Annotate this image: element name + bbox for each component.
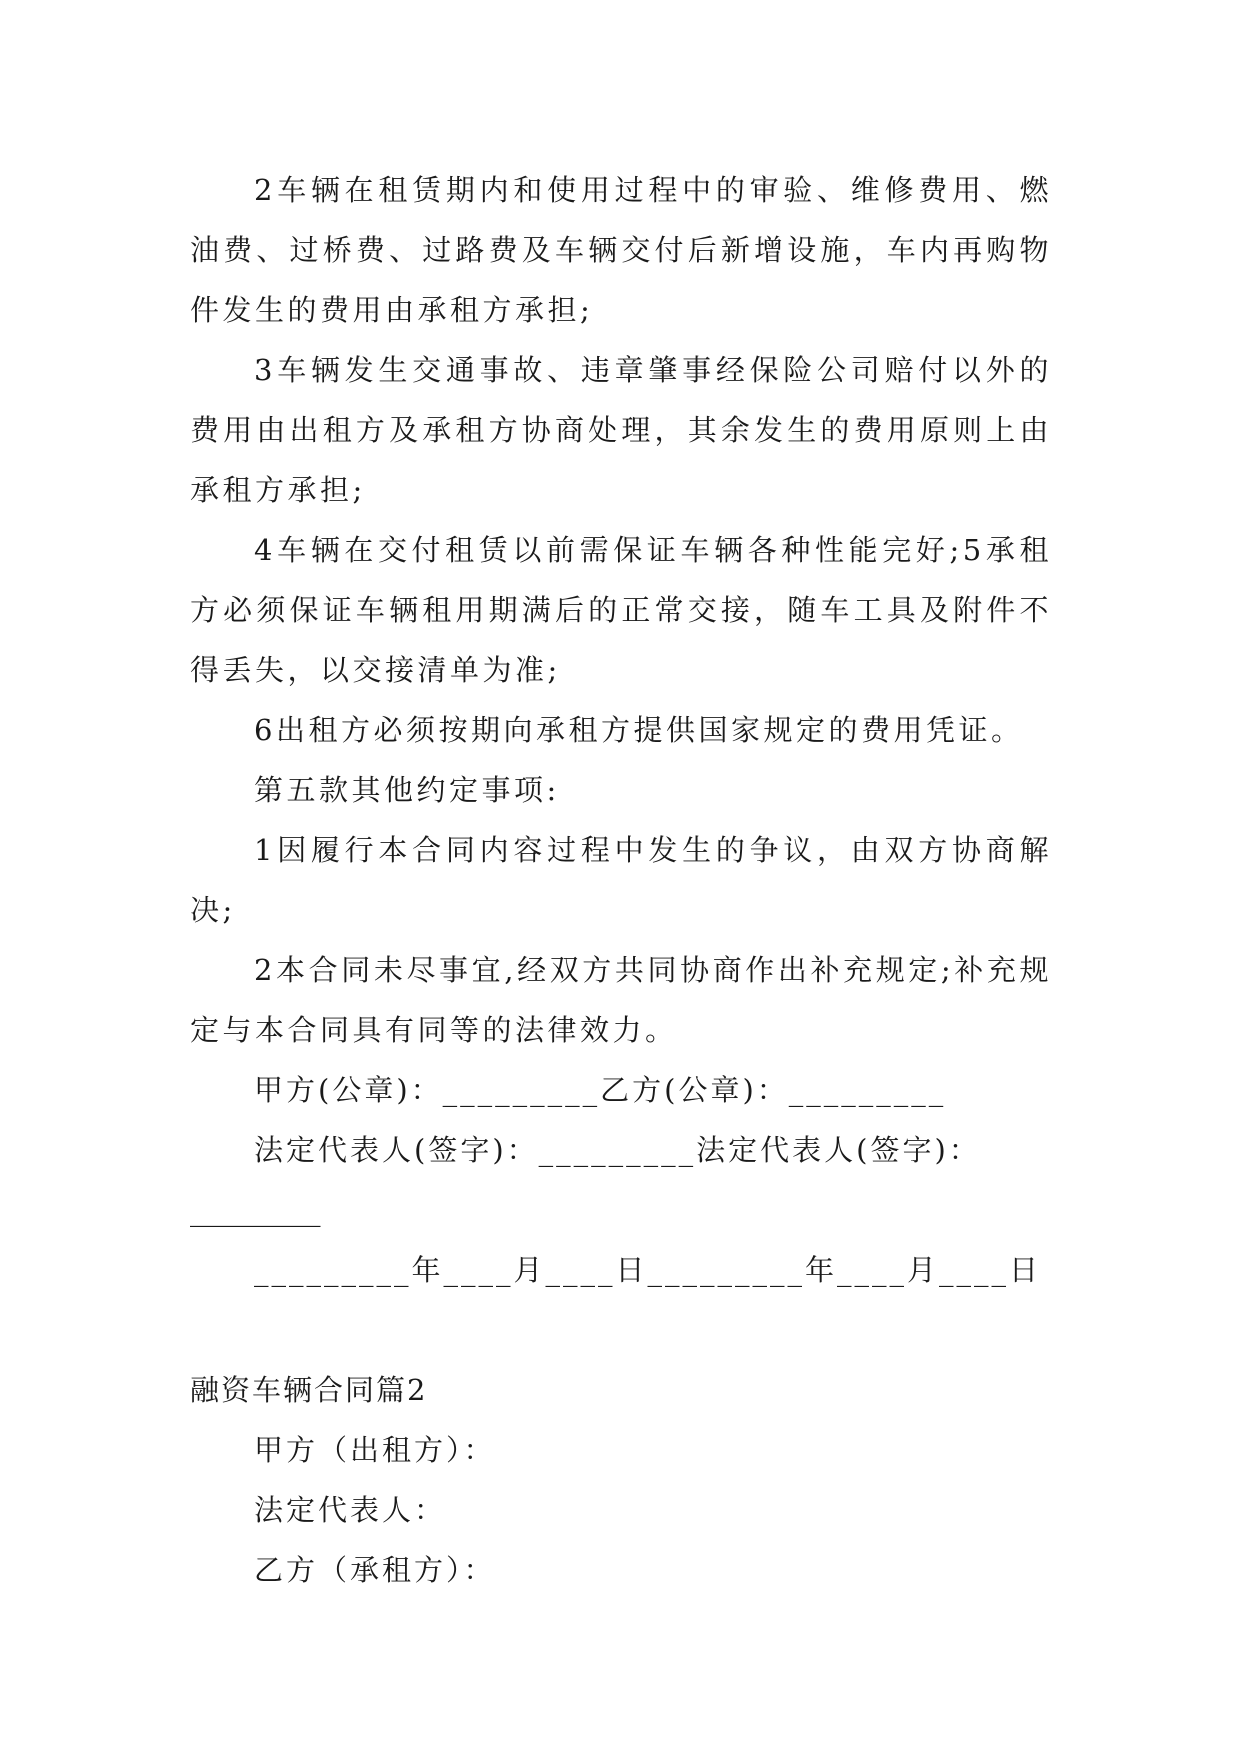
- seal-signature-line: 甲方(公章)：_________乙方(公章)：_________: [254, 1073, 947, 1107]
- legal-rep-signature-line: 法定代表人(签字)：_________法定代表人(签字)：: [254, 1133, 981, 1167]
- other-clause-1-disputes: 1因履行本合同内容过程中发生的争议，由双方协商解决;: [190, 833, 1052, 927]
- date-signature-line: _________年____月____日_________年____月____日: [254, 1253, 1042, 1287]
- legal-representative: 法定代表人：: [254, 1493, 447, 1527]
- clause-2-vehicle-costs: 2车辆在租赁期内和使用过程中的审验、维修费用、燃油费、过桥费、过路费及车辆交付后新增设施，车内再购物件发生的费用由承租方承担;: [190, 173, 1052, 327]
- party-b-lessee: 乙方（承租方）：: [254, 1553, 496, 1587]
- section-spacer: [190, 1300, 1052, 1360]
- document-body: [190, 160, 1052, 1600]
- clause-6-fee-voucher: 6出租方必须按期向承租方提供国家规定的费用凭证。: [254, 713, 1024, 747]
- legal-rep-signature-blank: _________: [190, 1193, 321, 1227]
- clause-4-5-vehicle-condition: 4车辆在交付租赁以前需保证车辆各种性能完好;5承租方必须保证车辆租用期满后的正常交接，随车工具及附件不得丢失，以交接清单为准;: [190, 533, 1052, 687]
- section-2-title: 融资车辆合同篇2: [190, 1373, 428, 1407]
- clause-3-traffic-accident: 3车辆发生交通事故、违章肇事经保险公司赔付以外的费用由出租方及承租方协商处理，其余发生的费用原则上由承租方承担;: [190, 353, 1052, 507]
- section-five-heading: 第五款其他约定事项:: [254, 773, 560, 807]
- party-a-lessor: 甲方（出租方）：: [254, 1433, 496, 1467]
- other-clause-2-supplement: 2本合同未尽事宜,经双方共同协商作出补充规定;补充规定与本合同具有同等的法律效力。: [190, 953, 1052, 1047]
